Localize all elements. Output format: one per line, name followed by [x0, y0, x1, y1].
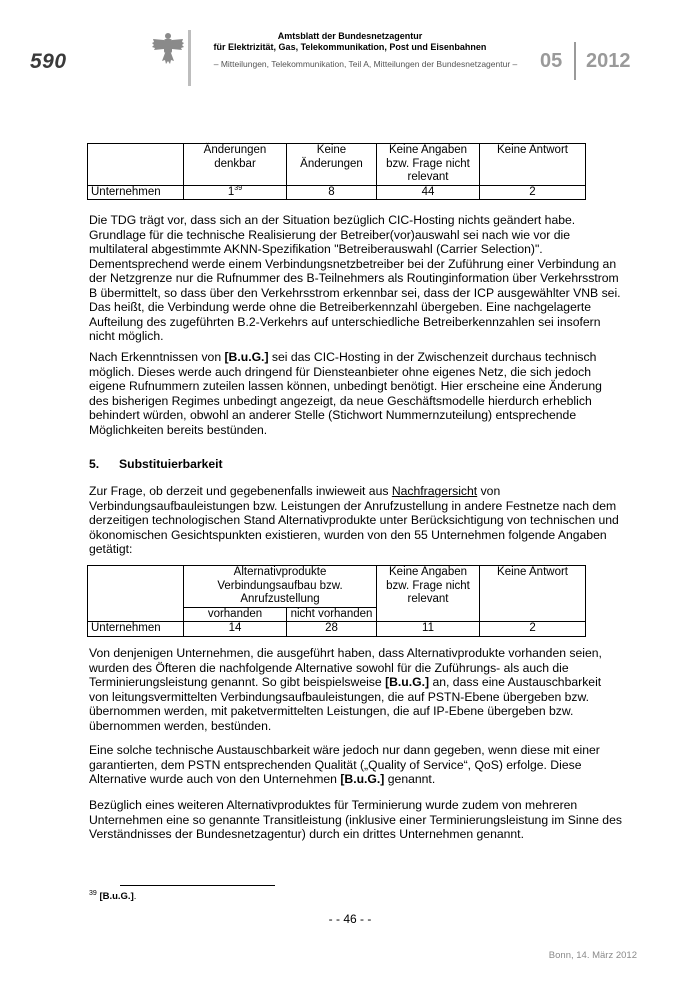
paragraph-alternatives [89, 646, 624, 733]
table-cell: 14 [184, 622, 287, 637]
table-cell: 2 [480, 185, 586, 200]
table-header-cell: Keine Angaben bzw. Frage nicht relevant [377, 144, 480, 186]
paragraph-text: Nach Erkenntnissen von [89, 350, 225, 364]
redaction-marker: [B.u.G.] [340, 772, 385, 786]
table-header-cell: Keine Änderungen [287, 144, 377, 186]
table-cell: 8 [287, 185, 377, 200]
section-title: Substituierbarkeit [119, 457, 223, 471]
table-header-empty [88, 144, 184, 186]
table-header-cell: Änderungen denkbar [184, 144, 287, 186]
row-label: Unternehmen [88, 622, 184, 637]
footnote-suffix: . [133, 891, 137, 902]
footer-date: Bonn, 14. März 2012 [548, 950, 637, 961]
paragraph-text: an, dass eine Austauschbarkeit von leitungsvermittelten Verbindungsaufbauleistungen, die auf PSTN-Ebene übergeben bzw. übernommen werden, mit paketvermittelten Leistungen, die auf IP-Ebene übergeben bzw. übernommen werden, bestünden. [89, 675, 602, 733]
table-cell: 2 [480, 622, 586, 637]
footer-page-number: - - 46 - - [328, 912, 372, 926]
paragraph-cic-hosting [89, 350, 624, 437]
footnote-separator [120, 885, 275, 886]
footnote [89, 891, 136, 902]
paragraph-qos [89, 743, 624, 787]
nachfragersicht-link[interactable]: Nachfragersicht [391, 484, 478, 498]
cell-value: 1 [227, 185, 235, 198]
table-header-cell: Keine Antwort [480, 566, 586, 622]
table-cell [184, 185, 287, 200]
journal-title [200, 31, 500, 53]
table-row [88, 185, 586, 200]
section-number: 5. [89, 457, 100, 471]
page-number: 590 [30, 50, 67, 73]
federal-eagle-icon [151, 30, 185, 66]
issue-divider [574, 42, 576, 80]
table-header-cell: Keine Angaben bzw. Frage nicht relevant [377, 566, 480, 622]
table-header-empty [88, 566, 184, 622]
footnote-ref[interactable]: 39 [234, 184, 243, 192]
section-heading [89, 457, 223, 471]
footnote-text: [B.u.G.] [99, 891, 134, 902]
journal-title-line1: Amtsblatt der Bundesnetzagentur [277, 31, 423, 41]
redaction-marker: [B.u.G.] [385, 675, 430, 689]
table-group-header: Alternativprodukte Verbindungsaufbau bzw. Anrufzustellung [184, 566, 377, 608]
table-alternatives [87, 565, 586, 637]
paragraph-question [89, 484, 624, 557]
table-cell: 28 [287, 622, 377, 637]
paragraph-text: Zur Frage, ob derzeit und gegebenenfalls inwieweit aus [89, 484, 392, 498]
issue-year: 2012 [586, 50, 631, 72]
issue-number: 05 [540, 50, 563, 72]
redaction-marker: [B.u.G.] [224, 350, 269, 364]
paragraph-text: sei das CIC-Hosting in der Zwischenzeit durchaus technisch möglich. Dieses werde auch dringend für Diensteanbieter ohne eigenes Netz, die sich jedoch eigene Rufnummern zuteilen lassen können, unbedingt benötigt. Hier erscheine eine Änderung des bisherigen Regimes unbedingt angezeigt, da neue Geschäftsmodelle hierdurch erheblich behindert würden, obwohl an anderer Stelle (Stichwort Nummernzuteilung) entsprechende Möglichkeiten bereits bestünden. [89, 350, 602, 437]
table-cell: 11 [377, 622, 480, 637]
table-subheader-cell: vorhanden [184, 607, 287, 622]
table-row [88, 622, 586, 637]
paragraph-text: Von denjenigen Unternehmen, die ausgeführt haben, dass Alternativprodukte vorhanden seien, wurden des Öfteren die nachfolgende Alternative sowohl für die Zuführungs- als auch die Terminierungsleistung genannt. So gibt beispielsweise [89, 646, 602, 689]
table-header-row [88, 144, 586, 186]
table-changes [87, 143, 586, 200]
table-header-cell: Keine Antwort [480, 144, 586, 186]
table-cell: 44 [377, 185, 480, 200]
journal-title-line2: für Elektrizität, Gas, Telekommunikation, Post und Eisenbahnen [213, 42, 487, 52]
paragraph-text: Eine solche technische Austauschbarkeit wäre jedoch nur dann gegeben, wenn diese mit einer garantierten, dem PSTN entsprechenden Qualität („Quality of Service“, QoS) erfolge. Diese Alternative wurde auch von den Unternehmen [89, 743, 600, 786]
paragraph-transit: Bezüglich eines weiteren Alternativproduktes für Terminierung wurde zudem von mehreren Unternehmen eine so genannte Transitleistung (inklusive einer Terminierungsleistung im Sinne des Verständnisses der Bundesnetzagentur) durch ein drittes Unternehmen genannt. [89, 798, 622, 841]
paragraph-text: von Verbindungsaufbauleistungen bzw. Leistungen der Anrufzustellung in andere Festnetze nach dem derzeitigen technologischen Stand Alternativprodukte unter Berücksichtigung von technischen und ökonomischen Gesichtspunkten existieren, wurden von den 55 Unternehmen folgende Angaben getätigt: [89, 484, 619, 556]
paragraph-text: genannt. [384, 772, 436, 786]
footnote-number: 39 [89, 889, 97, 897]
row-label: Unternehmen [88, 185, 184, 200]
paragraph-tdg: Die TDG trägt vor, dass sich an der Situation bezüglich CIC-Hosting nichts geändert habe. Grundlage für die technische Realisierung der Betreiber(vor)auswahl sei nach wie vor die multilateral abgestimmte AKNN-Spezifikation "Betreiberauswahl (Carrier Selection)". Dementsprechend werde einem Verbindungsnetzbetreiber bei der Zuführung einer Verbindung an der Netzgrenze nur die Rufnummer des B-Teilnehmers als Routinginformation über Verkehrsstrom B übermittelt, so dass über den Verkehrsstrom erkennbar sei, dass der ICP ausgewählter VNB sei. Das heißt, die Verbindung werde ohne die Betreiberkennzahl übergeben. Eine nachgelagerte Aufteilung des zugeführten B.2-Verkehrs auf unterschiedliche Betreiberkennzahlen sei insofern nicht möglich. [89, 213, 621, 343]
table-subheader-cell: nicht vorhanden [287, 607, 377, 622]
table-header-row [88, 566, 586, 608]
header-divider [188, 30, 191, 86]
journal-subtitle: – Mitteilungen, Telekommunikation, Teil A, Mitteilungen der Bundesnetzagentur – [213, 59, 518, 69]
